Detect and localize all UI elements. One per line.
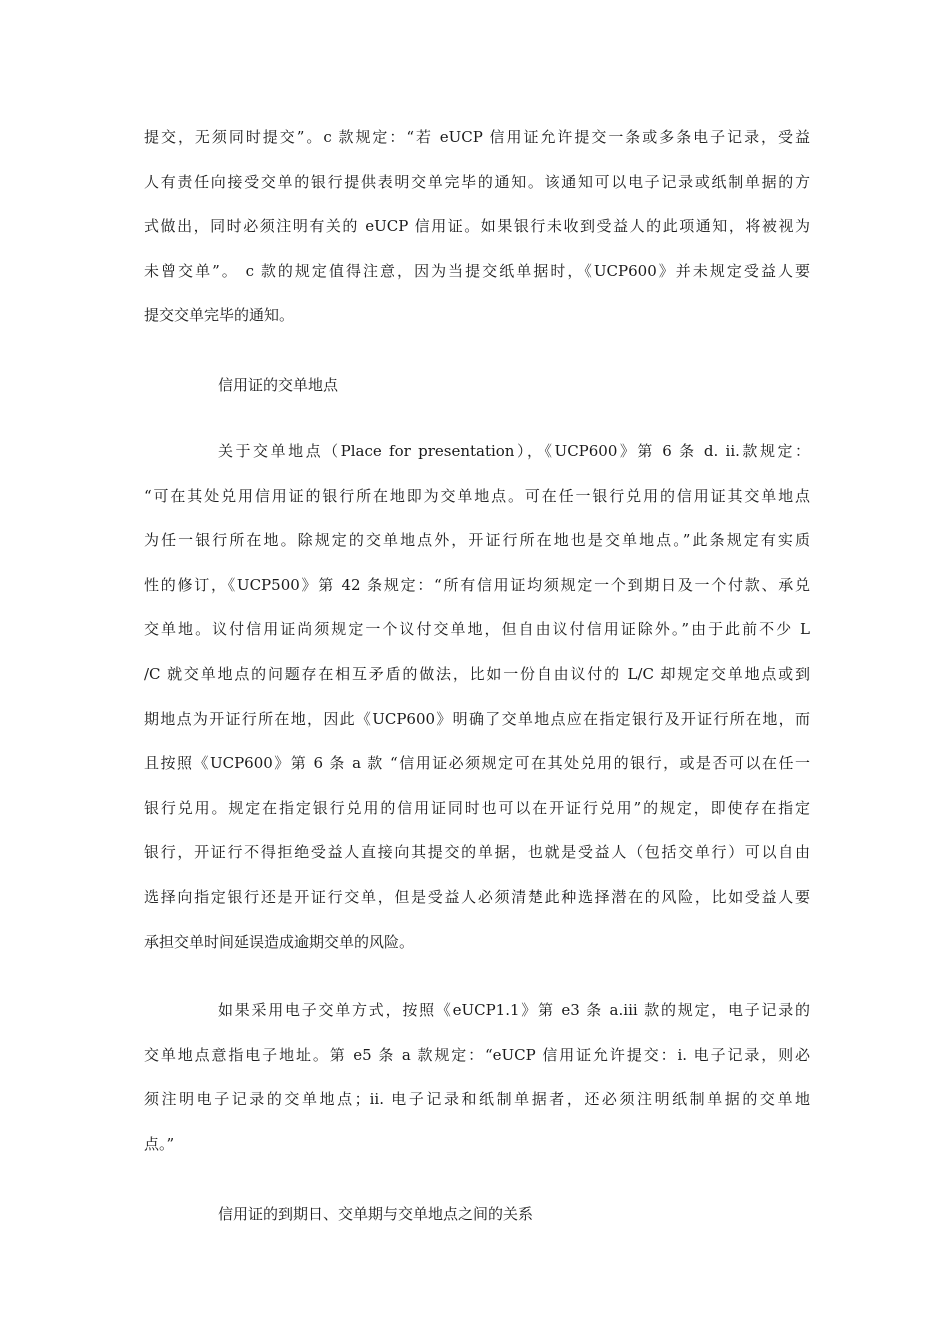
section-heading-presentation-place: 信用证的交单地点 (218, 376, 339, 394)
paragraph-2-line: 交单地。议付信用证尚须规定一个议付交单地，但自由议付信用证除外。”由于此前不少 L (144, 620, 810, 639)
paragraph-1-line: 未曾交单”。 c 款的规定值得注意，因为当提交纸单据时，《UCP600》并未规定受益人要 (144, 261, 810, 280)
paragraph-2-line: 关于交单地点（Place for presentation），《UCP600》第 6 条 d. ii.款规定： (218, 442, 810, 460)
paragraph-2 (144, 429, 810, 964)
paragraph-2-line: 银行，开证行不得拒绝受益人直接向其提交的单据，也就是受益人（包括交单行）可以自由 (144, 843, 810, 862)
paragraph-2-line: 期地点为开证行所在地，因此《UCP600》明确了交单地点应在指定银行及开证行所在地，而 (144, 709, 810, 728)
paragraph-2-line: 承担交单时间延误造成逾期交单的风险。 (144, 932, 415, 951)
section-heading-expiry-relationship: 信用证的到期日、交单期与交单地点之间的关系 (218, 1205, 534, 1223)
paragraph-1-line: 提交交单完毕的通知。 (144, 306, 295, 325)
paragraph-1-line: 人有责任向接受交单的银行提供表明交单完毕的通知。该通知可以电子记录或纸制单据的方 (144, 172, 810, 191)
paragraph-2-line: 银行兑用。规定在指定银行兑用的信用证同时也可以在开证行兑用”的规定，即使存在指定 (144, 798, 810, 817)
paragraph-2-line: 且按照《UCP600》第 6 条 a 款 “信用证必须规定可在其处兑用的银行，或是否可以在任一 (144, 754, 810, 773)
paragraph-2-line: “可在其处兑用信用证的银行所在地即为交单地点。可在任一银行兑用的信用证其交单地点 (144, 486, 810, 505)
paragraph-3-line: 须注明电子记录的交单地点；ii. 电子记录和纸制单据者，还必须注明纸制单据的交单地 (144, 1090, 810, 1109)
paragraph-1 (144, 115, 810, 338)
paragraph-2-line: 性的修订，《UCP500》第 42 条规定：“所有信用证均须规定一个到期日及一个付款、承兑 (144, 575, 810, 594)
paragraph-3 (144, 988, 810, 1166)
paragraph-2-line: 为任一银行所在地。除规定的交单地点外，开证行所在地也是交单地点。”此条规定有实质 (144, 531, 810, 550)
paragraph-3-line: 交单地点意指电子地址。第 e5 条 a 款规定：“eUCP 信用证允许提交：i. 电子记录，则必 (144, 1045, 810, 1064)
paragraph-2-line: 选择向指定银行还是开证行交单，但是受益人必须清楚此种选择潜在的风险，比如受益人要 (144, 887, 810, 906)
paragraph-3-line: 点。” (144, 1134, 175, 1153)
paragraph-1-line: 提交，无须同时提交”。c 款规定：“若 eUCP 信用证允许提交一条或多条电子记录，受益 (144, 128, 810, 146)
paragraph-1-line: 式做出，同时必须注明有关的 eUCP 信用证。如果银行未收到受益人的此项通知，将被视为 (144, 217, 810, 236)
paragraph-2-line: /C 就交单地点的问题存在相互矛盾的做法，比如一份自由议付的 L/C 却规定交单地点或到 (144, 664, 810, 683)
paragraph-3-line: 如果采用电子交单方式，按照《eUCP1.1》第 e3 条 a.iii 款的规定，电子记录的 (218, 1001, 810, 1019)
